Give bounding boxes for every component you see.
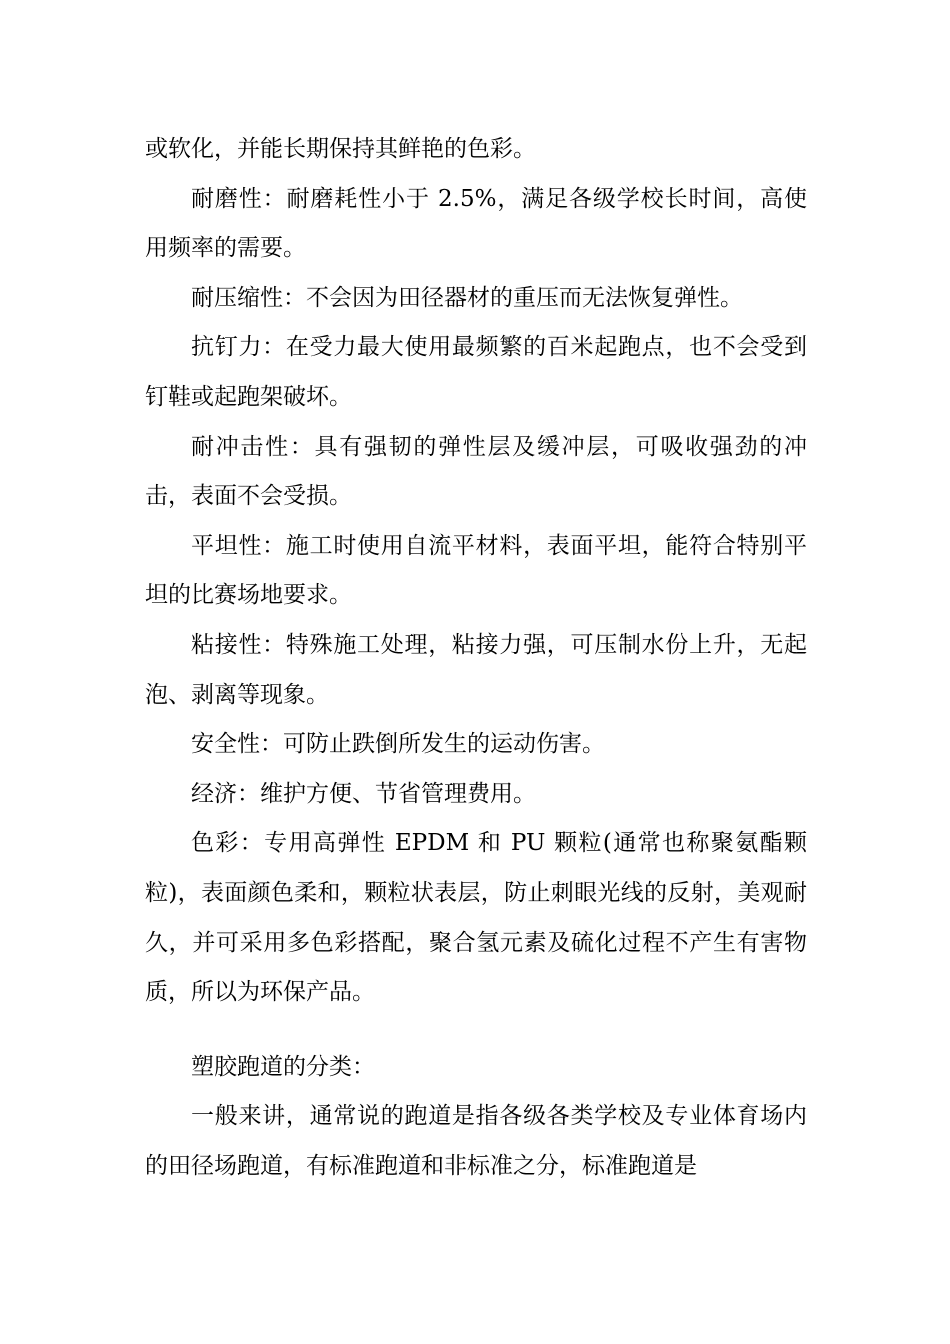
paragraph-economy: 经济：维护方便、节省管理费用。 bbox=[191, 780, 536, 807]
paragraph-impact-resistance: 耐冲击性：具有强韧的弹性层及缓冲层，可吸收强劲的冲击，表面不会受损。 bbox=[145, 433, 807, 510]
paragraph-spike-resistance: 抗钉力：在受力最大使用最频繁的百米起跑点，也不会受到钉鞋或起跑架破坏。 bbox=[145, 334, 807, 410]
paragraph-color: 色彩：专用高弹性 EPDM 和 PU 颗粒(通常也称聚氨酯颗粒)，表面颜色柔和，颗粒状表层，防止刺眼光线的反射，美观耐久，并可采用多色彩搭配，聚合氢元素及硫化过程不产生有害物质，所以为环保产品。 bbox=[145, 830, 807, 1006]
paragraph-wear-resistance: 耐磨性：耐磨耗性小于 2.5%，满足各级学校长时间，高使用频率的需要。 bbox=[145, 185, 807, 262]
paragraph-continuation: 或软化，并能长期保持其鲜艳的色彩。 bbox=[145, 136, 536, 162]
section-heading-classification: 塑胶跑道的分类： bbox=[191, 1053, 375, 1080]
paragraph-safety: 安全性：可防止跌倒所发生的运动伤害。 bbox=[191, 731, 605, 758]
paragraph-adhesion: 粘接性：特殊施工处理，粘接力强，可压制水份上升，无起泡、剥离等现象。 bbox=[145, 631, 807, 708]
document-body bbox=[145, 125, 807, 1191]
paragraph-classification-intro: 一般来讲，通常说的跑道是指各级各类学校及专业体育场内的田径场跑道，有标准跑道和非标准之分，标准跑道是 bbox=[145, 1103, 807, 1179]
paragraph-flatness: 平坦性：施工时使用自流平材料，表面平坦，能符合特别平坦的比赛场地要求。 bbox=[145, 532, 807, 609]
paragraph-compression-resistance: 耐压缩性：不会因为田径器材的重压而无法恢复弹性。 bbox=[191, 284, 743, 311]
